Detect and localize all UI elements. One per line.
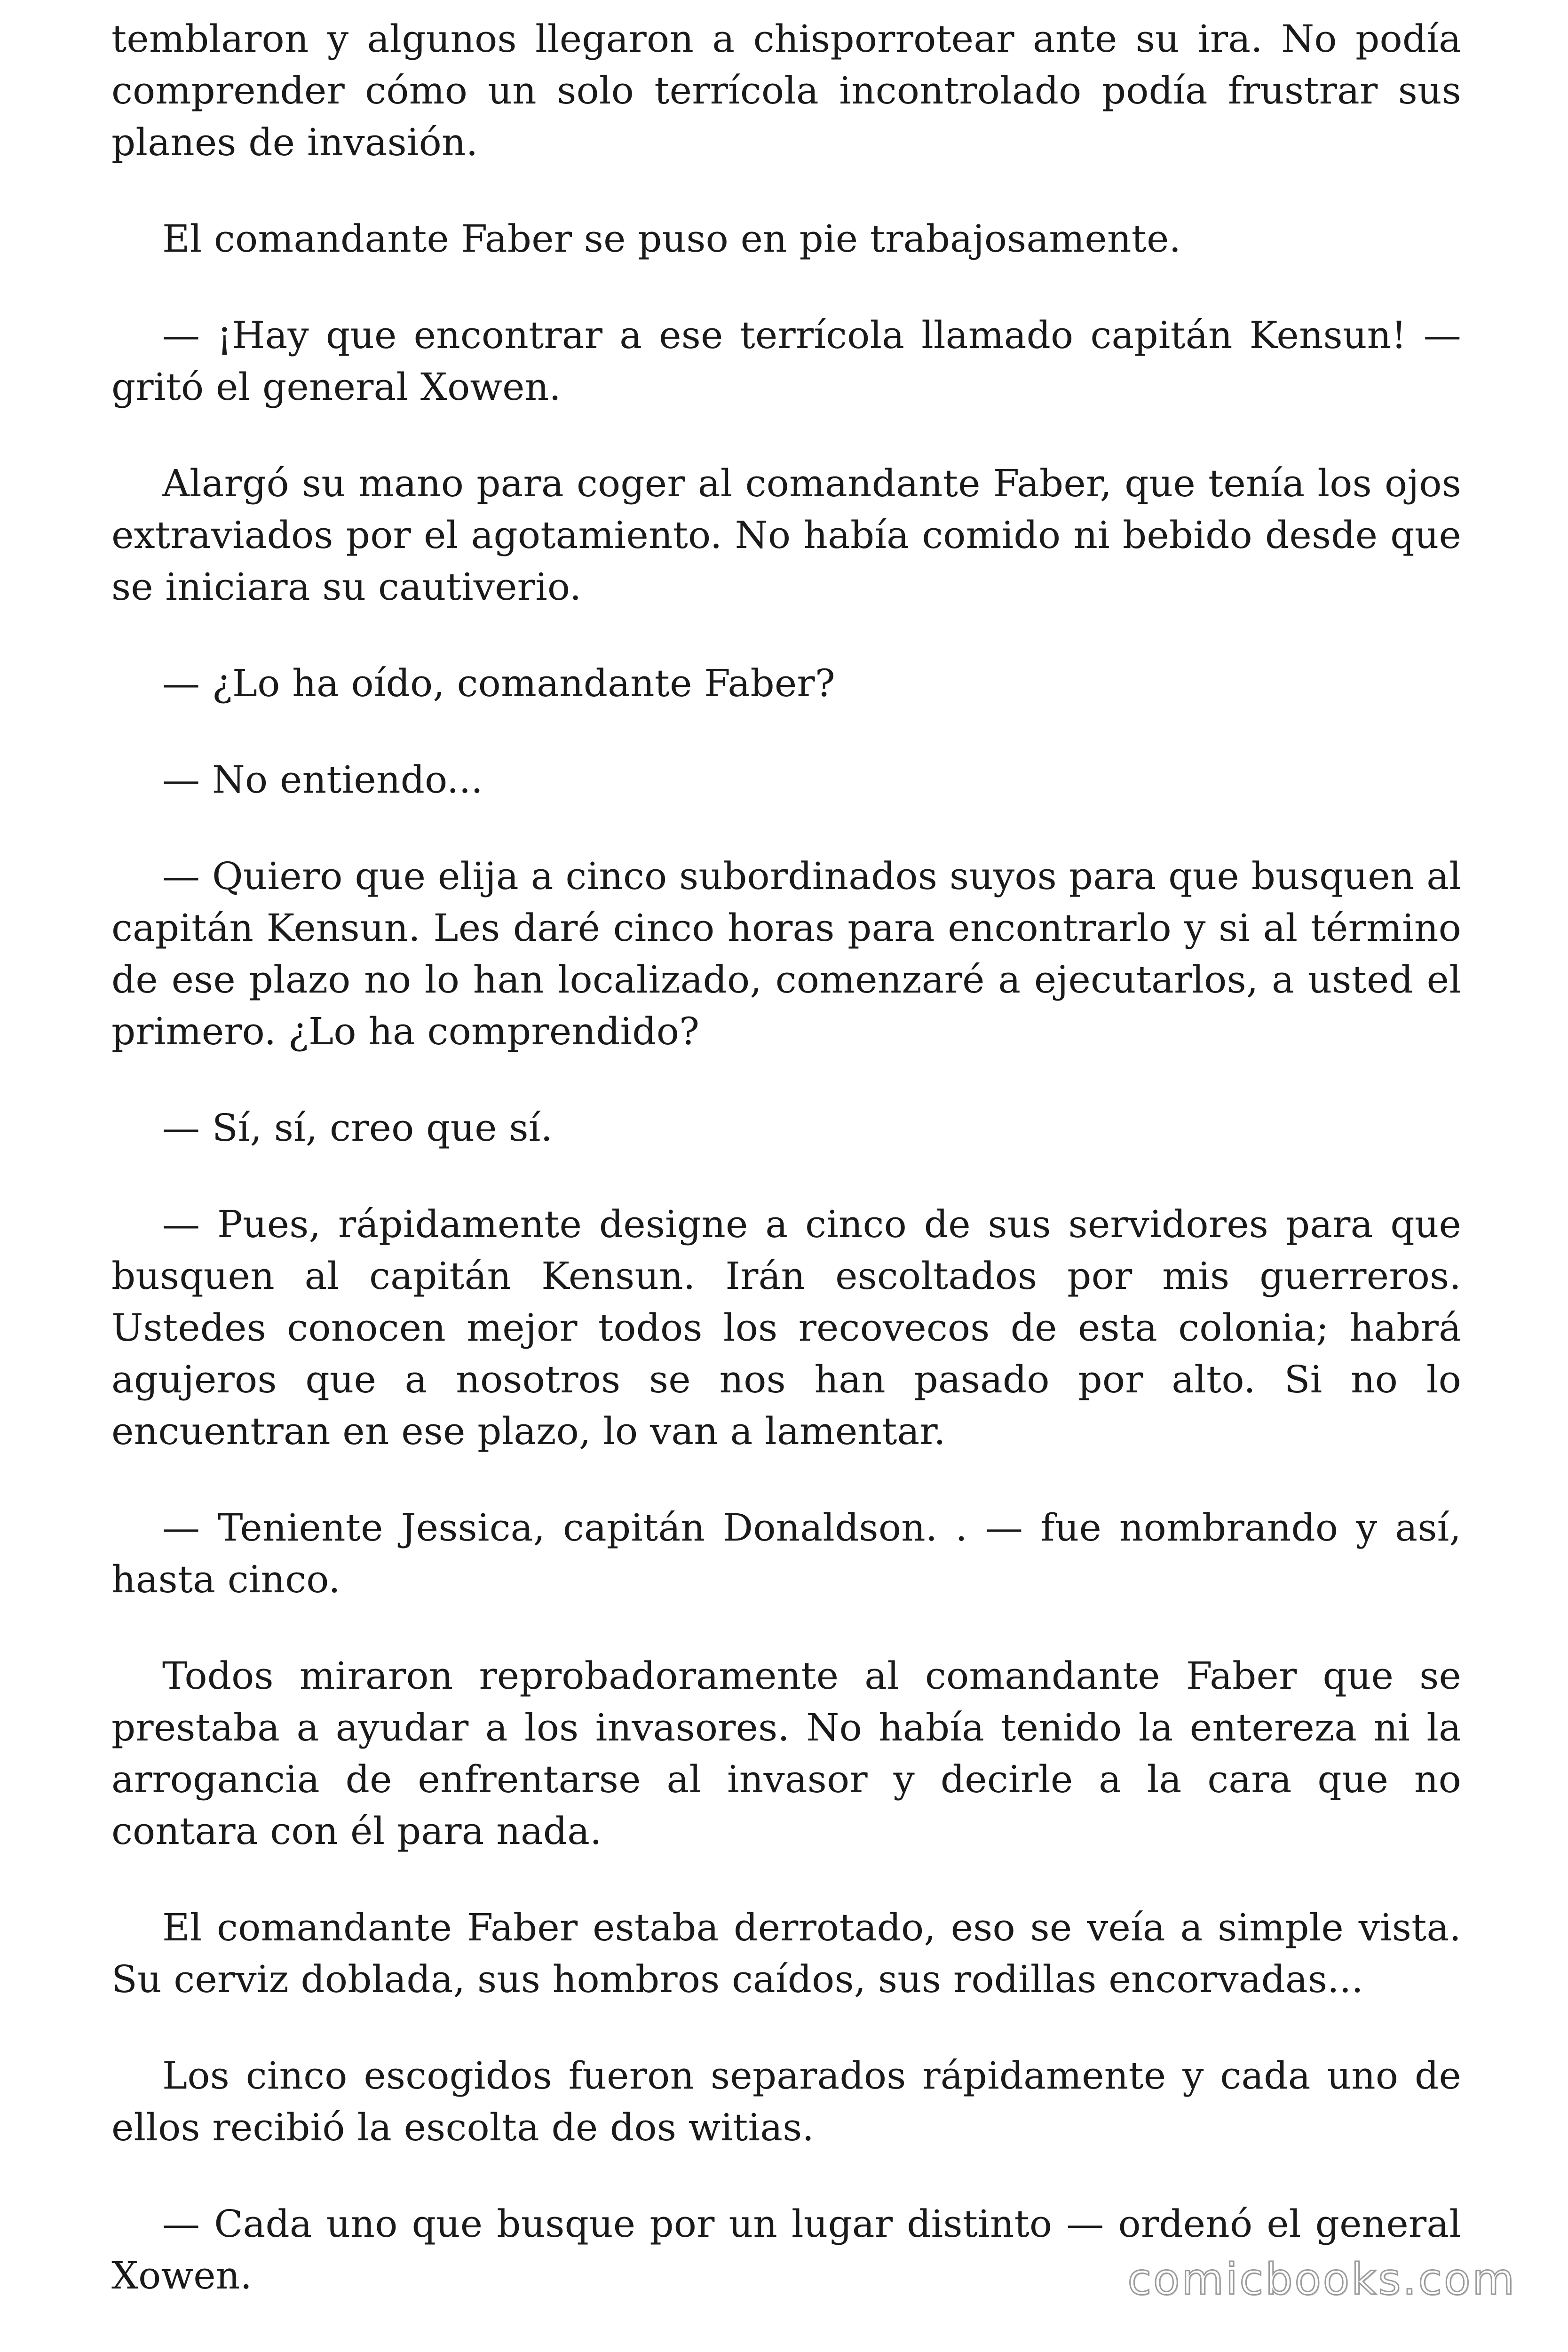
paragraph: El comandante Faber estaba derrotado, eso se veía a simple vista. Su cerviz doblada, sus hombros caídos, sus rodillas encorvadas... [111, 1906, 1461, 2001]
paragraph: Alargó su mano para coger al comandante Faber, que tenía los ojos extraviados por el agotamiento. No había comido ni bebido desde que se iniciara su cautiverio. [111, 461, 1461, 609]
paragraph-dialogue: — No entiendo... [162, 758, 483, 802]
paragraph-dialogue: — Quiero que elija a cinco subordinados suyos para que busquen al capitán Kensun. Les daré cinco horas para encontrarlo y si al término de ese plazo no lo han localizado, comenzaré a ejecutarlos, a usted el primero. ¿Lo ha comprendido? [111, 854, 1461, 1053]
paragraph-dialogue: — ¡Hay que encontrar a ese terrícola llamado capitán Kensun! — gritó el general Xowen. [111, 313, 1461, 409]
body-text [111, 13, 1461, 2346]
watermark-logo: comicbooks.com [1127, 2254, 1516, 2304]
paragraph: Todos miraron reprobadoramente al comandante Faber que se prestaba a ayudar a los invasores. No había tenido la entereza ni la arrogancia de enfrentarse al invasor y decirle a la cara que no contara con él para nada. [111, 1654, 1461, 1853]
paragraph: Los cinco escogidos fueron separados rápidamente y cada uno de ellos recibió la escolta de dos witias. [111, 2054, 1461, 2149]
paragraph-dialogue: — Pues, rápidamente designe a cinco de sus servidores para que busquen al capitán Kensun. Irán escoltados por mis guerreros. Ustedes conocen mejor todos los recovecos de esta colonia; habrá agujeros que a nosotros se nos han pasado por alto. Si no lo encuentran en ese plazo, lo van a lamentar. [111, 1202, 1461, 1453]
paragraph-dialogue: — ¿Lo ha oído, comandante Faber? [162, 661, 835, 705]
paragraph: El comandante Faber se puso en pie trabajosamente. [162, 217, 1181, 261]
paragraph-dialogue: — Cada uno que busque por un lugar distinto — ordenó el general Xowen. [111, 2202, 1461, 2297]
paragraph-dialogue: — Sí, sí, creo que sí. [162, 1106, 553, 1150]
paragraph-dialogue: — Teniente Jessica, capitán Donaldson. . — fue nombrando y así, hasta cinco. [111, 1506, 1461, 1601]
paragraph-continued: temblaron y algunos llegaron a chisporrotear ante su ira. No podía comprender cómo un solo terrícola incontrolado podía frustrar sus planes de invasión. [111, 17, 1461, 164]
